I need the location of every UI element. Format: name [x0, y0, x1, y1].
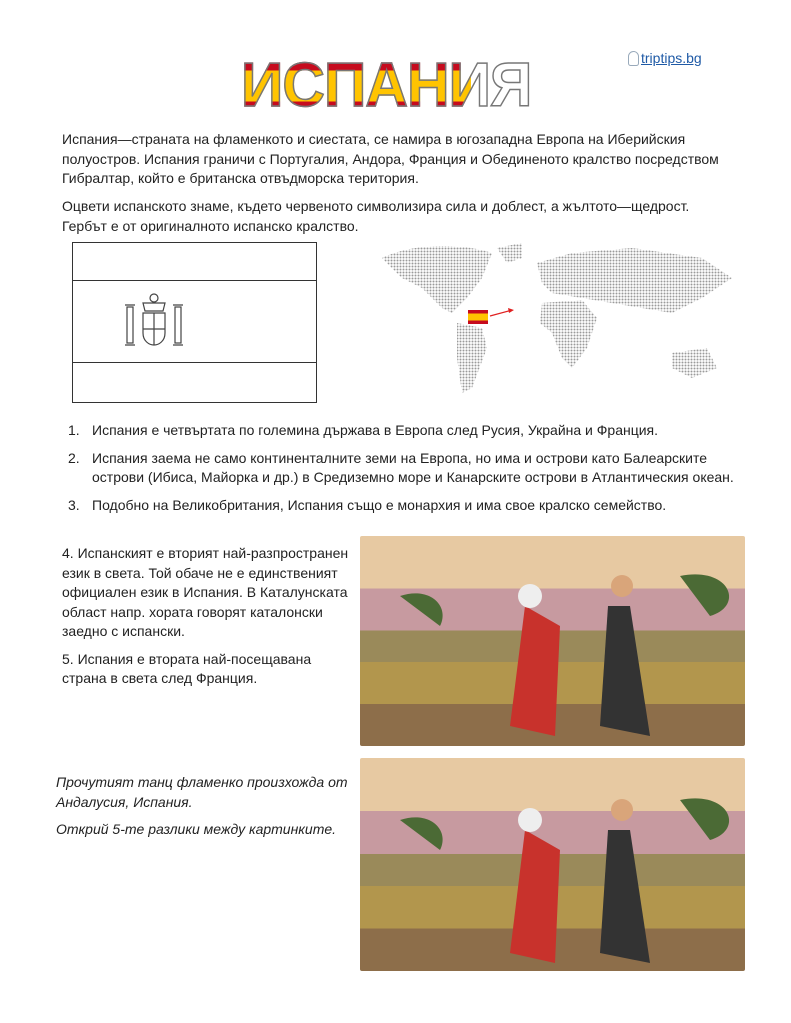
item-number: 2.: [68, 449, 80, 466]
side-facts: [62, 544, 354, 697]
brand-link[interactable]: [628, 50, 702, 66]
item-number: 3.: [68, 496, 80, 513]
brand-link-text[interactable]: triptips.bg: [641, 50, 702, 66]
flag-coloring-outline: [72, 242, 317, 403]
fact-4: 4. Испанският е вторият най-разпространен език в света. Той обаче не е единственият официален език в Испания. В Каталунската област напр. хората говорят каталонски заедно с испански.: [62, 545, 349, 639]
fact-5: 5. Испания е втората най-посещавана страна в света след Франция.: [62, 650, 312, 686]
flamenco-image-2: [360, 758, 745, 971]
page-title: ИСПАНИЯ: [241, 51, 532, 120]
lightbulb-icon: [628, 51, 639, 66]
world-map: [372, 238, 746, 403]
list-item: [62, 449, 742, 488]
item-number: 1.: [68, 422, 80, 438]
flamenco-origin: Прочутият танц фламенко произхожда от Андалусия, Испания.: [56, 774, 348, 810]
intro-paragraph: Испания—страната на фламенкото и сиестата, се намира в югозападна Европа на Иберийския полуостров. Испания граничи с Португалия, Андора, Франция и Обединеното кралство посредством Гибралтар, който е британска отвъдморска територия.: [62, 131, 719, 186]
item-text: Испания заема не само континенталните земи на Европа, но има и острови като Балеарските острови (Ибиса, Майорка и др.) в Средиземно море и Канарските острови в Атлантическия океан.: [92, 449, 734, 485]
item-text: Испания е четвъртата по големина държава в Европа след Русия, Украйна и Франция.: [92, 422, 659, 438]
find-differences-instruction: Открий 5-те разлики между картинките.: [56, 821, 337, 837]
list-item: [62, 496, 742, 516]
item-text: Подобно на Великобритания, Испания също е монархия и има свое кралско семейство.: [92, 496, 667, 513]
list-item: [62, 421, 742, 441]
flamenco-image-1: [360, 536, 745, 746]
coloring-instruction: Оцвети испанското знаме, където червеното символизира сила и доблест, а жълтото—щедрост. Гербът е от оригиналното испанско кралство.: [62, 198, 690, 234]
activity-text: [56, 773, 356, 848]
facts-list: [62, 421, 742, 523]
coat-of-arms-icon: [121, 289, 187, 355]
